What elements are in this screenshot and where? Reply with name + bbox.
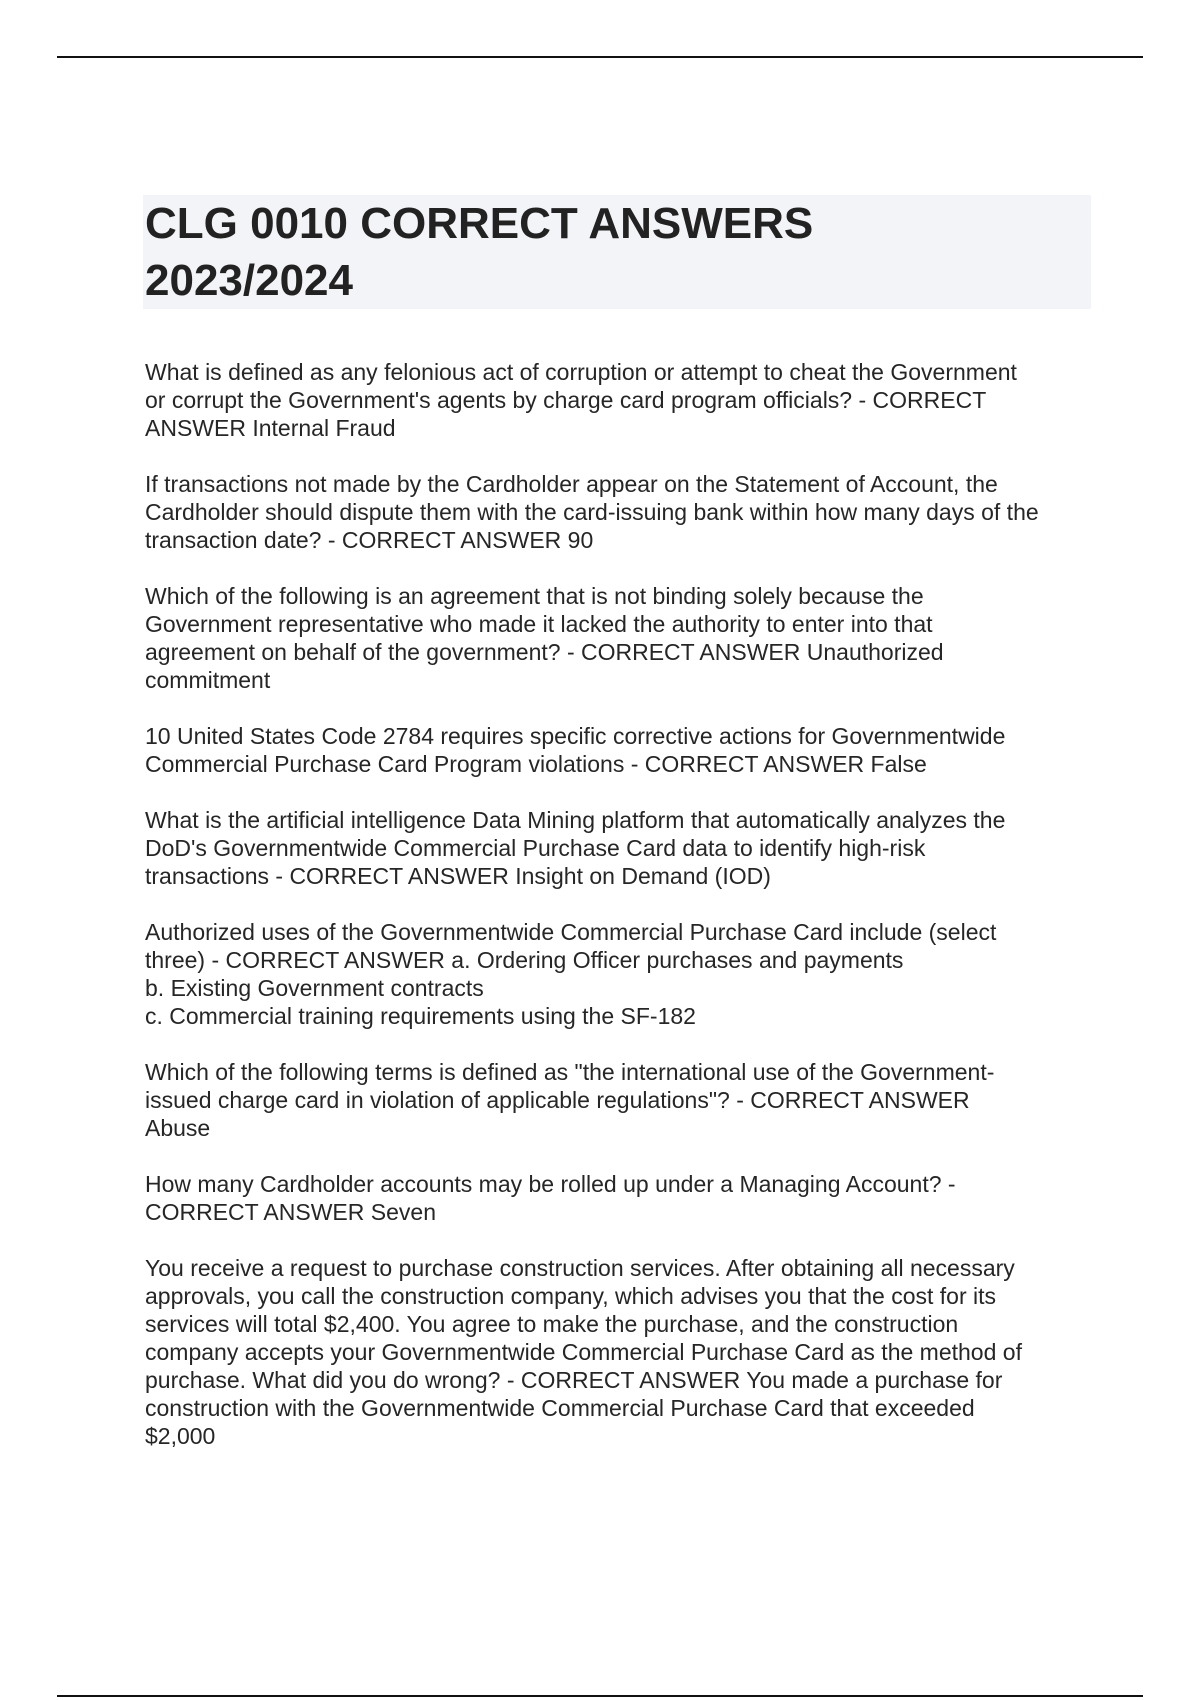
qa-list	[145, 358, 1095, 1478]
qa-item-7: Which of the following terms is defined as "the international use of the Government- issued charge card in violation of applicable regulations"? - CORRECT ANSWER Abuse	[145, 1059, 995, 1141]
qa-item-5: What is the artificial intelligence Data Mining platform that automatically analyzes the DoD's Governmentwide Commercial Purchase Card data to identify high-risk transactions - CORRECT ANSWER Insight on Demand (IOD)	[145, 807, 1006, 889]
qa-item-9: You receive a request to purchase construction services. After obtaining all necessary approvals, you call the construction company, which advises you that the cost for its services will total $2,400. You agree to make the purchase, and the construction company accepts your Governmentwide Commercial Purchase Card as the method of purchase. What did you do wrong? - CORRECT ANSWER You made a purchase for construction with the Governmentwide Commercial Purchase Card that exceeded $2,000	[145, 1255, 1022, 1449]
qa-item-6: Authorized uses of the Governmentwide Commercial Purchase Card include (select three) - CORRECT ANSWER a. Ordering Officer purchases and payments b. Existing Government contracts c. Commercial training requirements using the SF-182	[145, 919, 997, 1029]
qa-item-4: 10 United States Code 2784 requires specific corrective actions for Governmentwide Commercial Purchase Card Program violations - CORRECT ANSWER False	[145, 723, 1006, 777]
qa-item-1: What is defined as any felonious act of corruption or attempt to cheat the Government or corrupt the Government's agents by charge card program officials? - CORRECT ANSWER Internal Fraud	[145, 359, 1017, 441]
top-rule	[57, 56, 1143, 58]
bottom-rule	[57, 1695, 1143, 1697]
document-title: CLG 0010 CORRECT ANSWERS 2023/2024	[145, 199, 814, 305]
qa-item-3: Which of the following is an agreement that is not binding solely because the Government representative who made it lacked the authority to enter into that agreement on behalf of the government? - CORRECT ANSWER Unauthorized commitment	[145, 583, 944, 693]
qa-item-8: How many Cardholder accounts may be rolled up under a Managing Account? - CORRECT ANSWER Seven	[145, 1171, 956, 1225]
title-block	[143, 195, 1091, 309]
qa-item-2: If transactions not made by the Cardholder appear on the Statement of Account, the Cardholder should dispute them with the card-issuing bank within how many days of the transaction date? - CORRECT ANSWER 90	[145, 471, 1039, 553]
